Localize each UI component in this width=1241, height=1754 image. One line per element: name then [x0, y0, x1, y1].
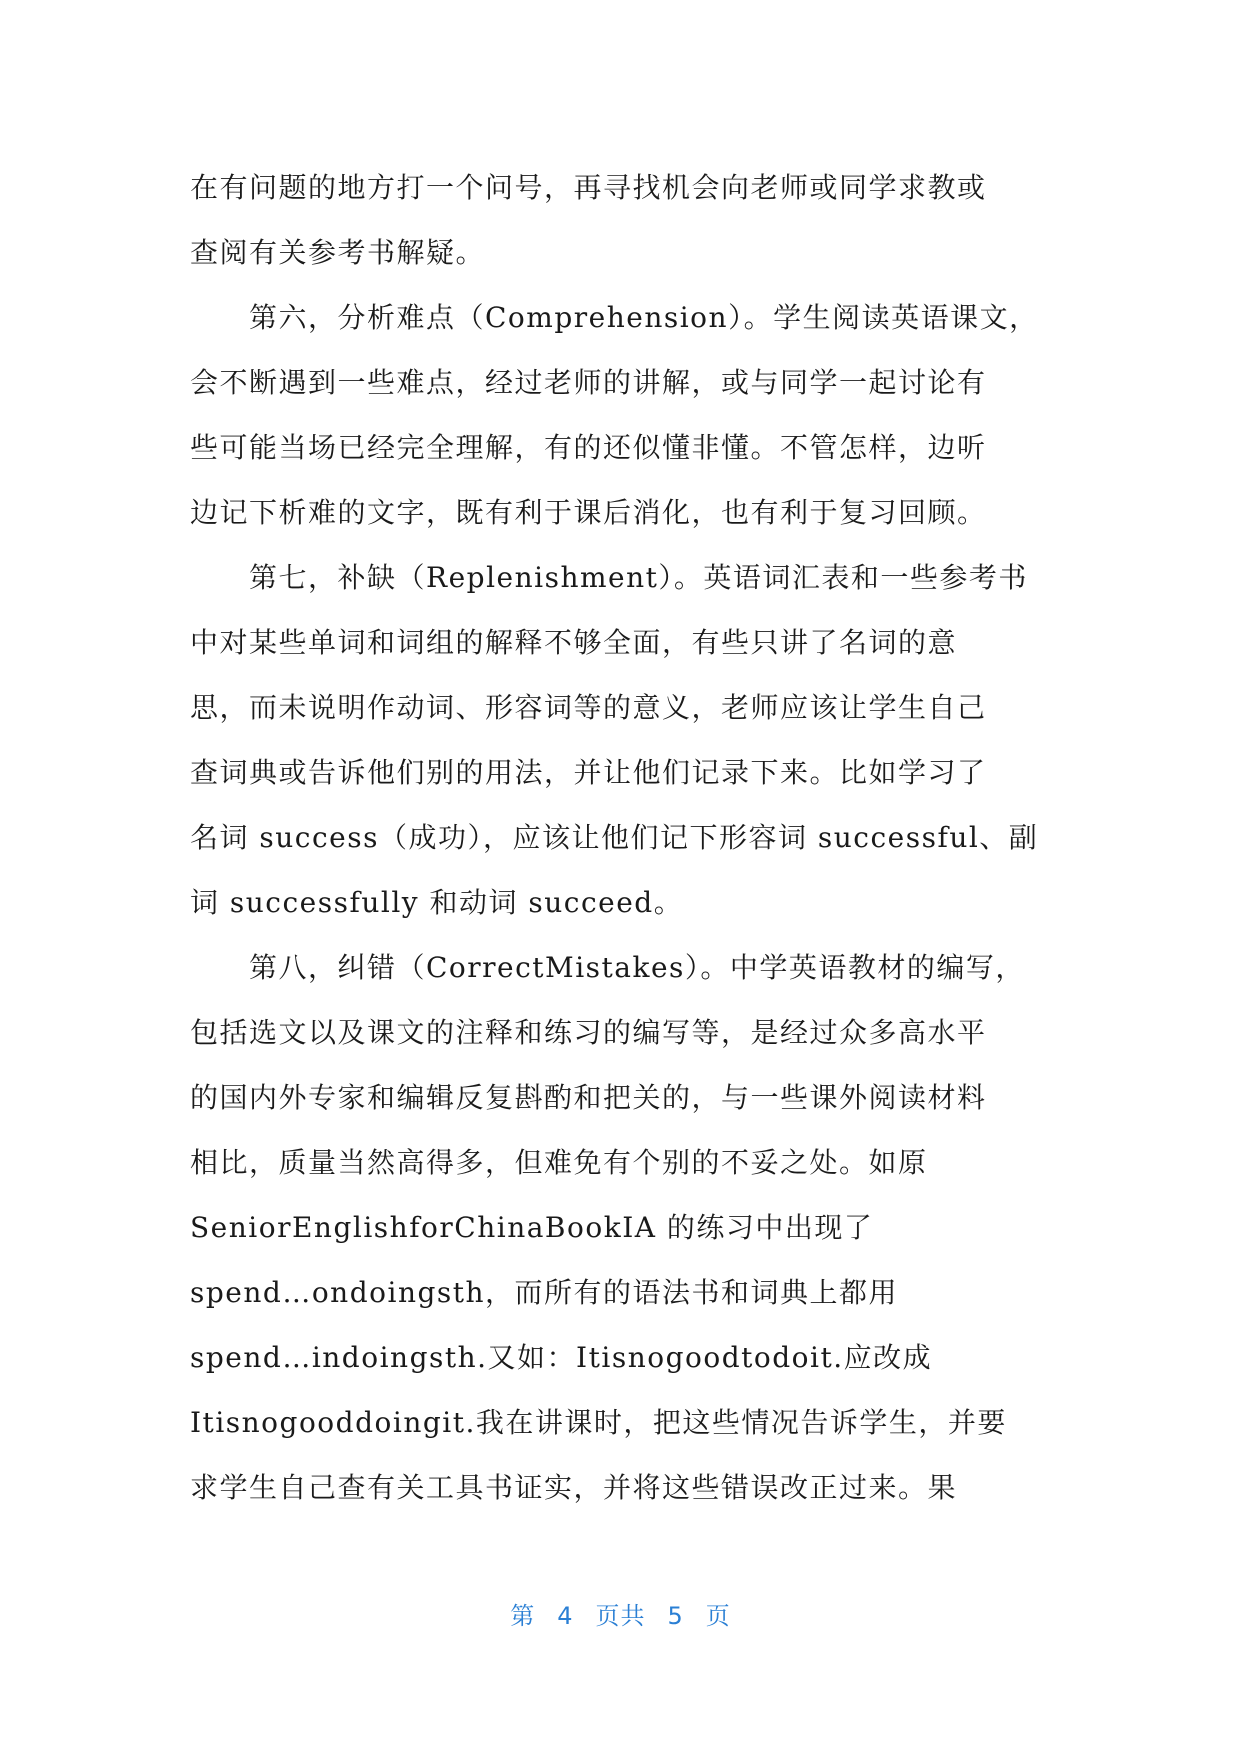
text-line: 中对某些单词和词组的解释不够全面，有些只讲了名词的意 — [190, 626, 958, 659]
text-line: 相比，质量当然高得多，但难免有个别的不妥之处。如原 — [190, 1146, 928, 1179]
text-line: 的国内外专家和编辑反复斟酌和把关的，与一些课外阅读材料 — [190, 1081, 987, 1114]
text-line: 第六，分析难点（Comprehension）。学生阅读英语课文， — [190, 301, 1039, 334]
text-line: 些可能当场已经完全理解，有的还似懂非懂。不管怎样，边听 — [190, 431, 987, 464]
text-line: 边记下析难的文字，既有利于课后消化，也有利于复习回顾。 — [190, 496, 987, 529]
page-footer — [0, 1596, 1241, 1631]
text-line: 词 successfully 和动词 succeed。 — [190, 886, 684, 919]
text-line: 在有问题的地方打一个问号，再寻找机会向老师或同学求教或 — [190, 171, 987, 204]
text-line: 包括选文以及课文的注释和练习的编写等，是经过众多高水平 — [190, 1016, 987, 1049]
text-line: 名词 success（成功），应该让他们记下形容词 successful、副 — [190, 821, 1039, 854]
text-line: spend…indoingsth.又如：Itisnogoodtodoit.应改成 — [190, 1341, 933, 1374]
page-suffix: 页 — [705, 1602, 731, 1630]
text-line: 查阅有关参考书解疑。 — [190, 236, 486, 269]
page-middle-text: 页共 — [595, 1602, 646, 1630]
total-pages-number: 5 — [667, 1602, 684, 1630]
text-line: 会不断遇到一些难点，经过老师的讲解，或与同学一起讨论有 — [190, 366, 987, 399]
text-line: 第八，纠错（CorrectMistakes）。中学英语教材的编写， — [190, 951, 1025, 984]
current-page-number: 4 — [557, 1602, 574, 1630]
body-text — [190, 155, 1052, 1520]
text-line: 第七，补缺（Replenishment）。英语词汇表和一些参考书 — [190, 561, 1028, 594]
text-line: Itisnogooddoingit.我在讲课时，把这些情况告诉学生，并要 — [190, 1406, 1007, 1439]
text-line: 求学生自己查有关工具书证实，并将这些错误改正过来。果 — [190, 1471, 958, 1504]
text-line: spend…ondoingsth，而所有的语法书和词典上都用 — [190, 1276, 899, 1309]
text-line: 查词典或告诉他们别的用法，并让他们记录下来。比如学习了 — [190, 756, 987, 789]
page-prefix: 第 — [510, 1602, 536, 1630]
text-line: 思，而未说明作动词、形容词等的意义，老师应该让学生自己 — [190, 691, 987, 724]
text-line: SeniorEnglishforChinaBookIA 的练习中出现了 — [190, 1211, 874, 1244]
